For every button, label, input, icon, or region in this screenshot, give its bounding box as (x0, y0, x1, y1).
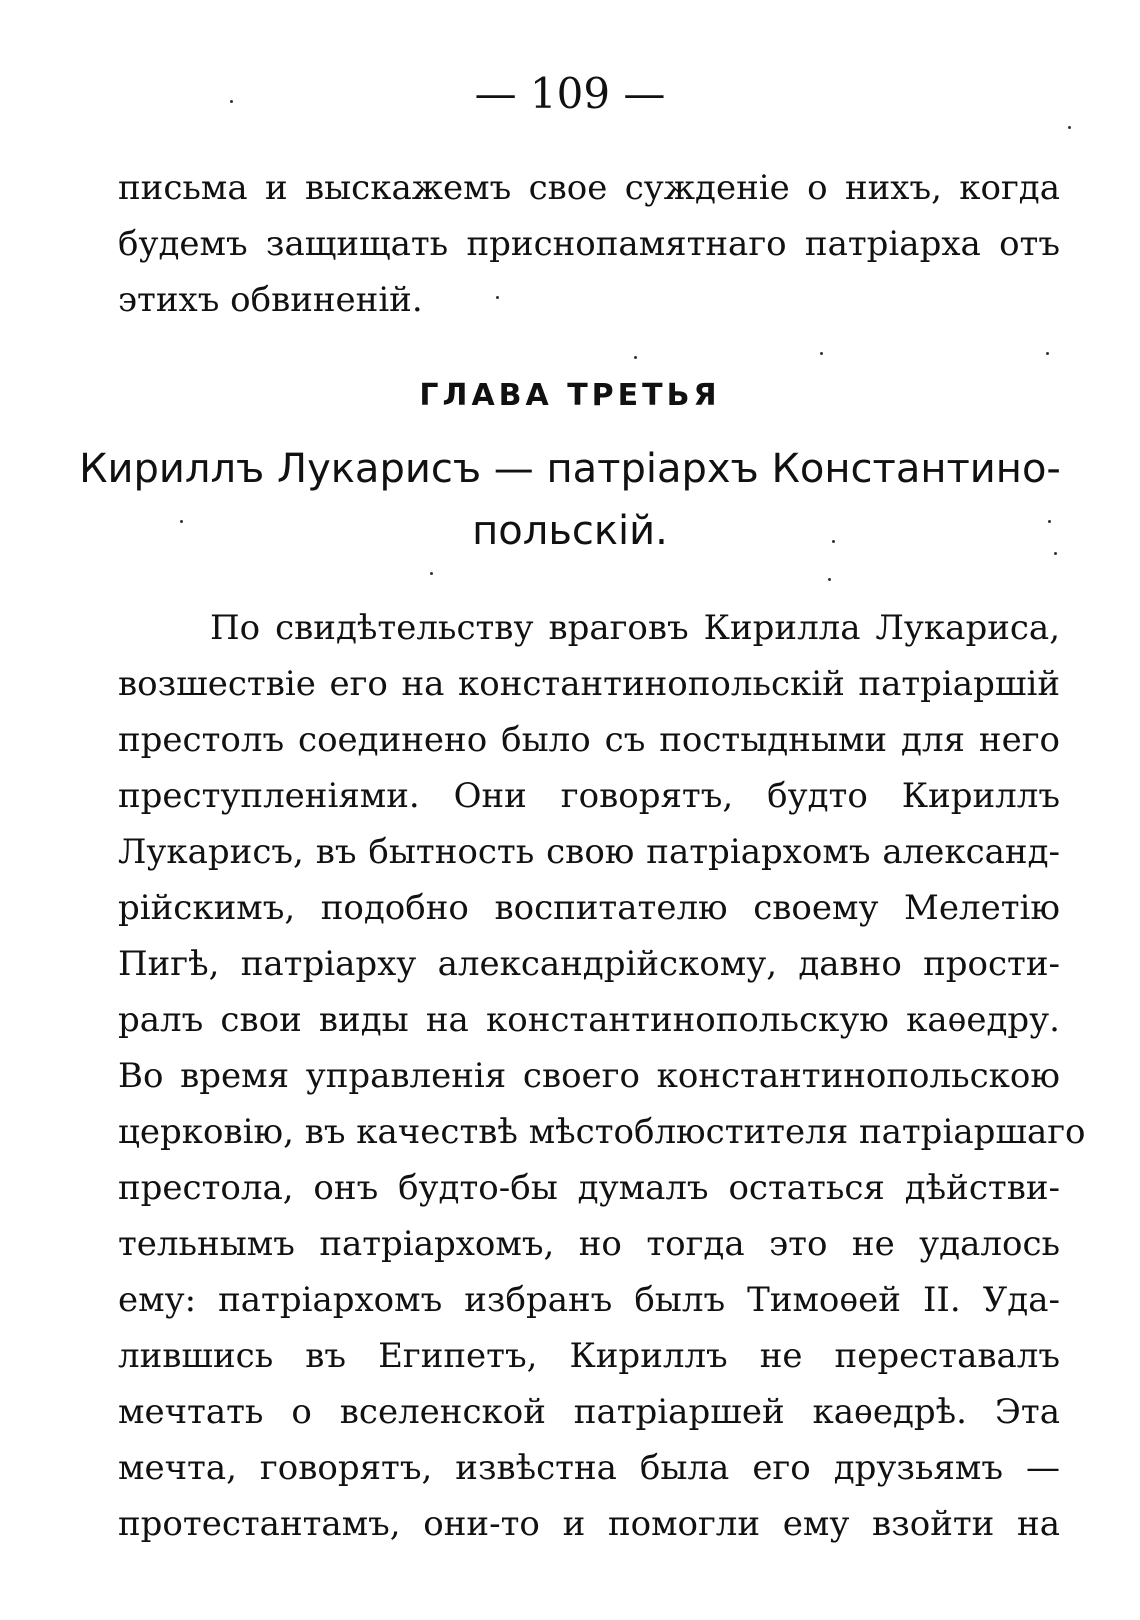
text-line: тельнымъ патріархомъ, но тогда это не удалось (118, 1224, 1060, 1264)
text-line: ралъ свои виды на константинопольскую каѳедру. (118, 1000, 1060, 1040)
text-line: мечта, говорятъ, извѣстна была его друзьямъ — (118, 1448, 1060, 1488)
speck (496, 296, 499, 299)
text-line: протестантамъ, они-то и помогли ему взойти на (118, 1504, 1060, 1544)
text-line: Лукарисъ, въ бытность свою патріархомъ александ- (118, 832, 1060, 872)
speck (1046, 352, 1049, 355)
body-paragraph (118, 600, 1086, 1552)
text-line: престола, онъ будто-бы думалъ остаться дѣйстви- (118, 1168, 1060, 1208)
speck (1054, 552, 1057, 555)
text-line: будемъ защищать приснопамятнаго патріарха отъ (118, 224, 1060, 264)
text-line: ему: патріархомъ избранъ былъ Тимоѳей II. Уда- (118, 1280, 1060, 1320)
text-line: престолъ соединено было съ постыдными для него (118, 720, 1060, 760)
text-line: преступленіями. Они говорятъ, будто Кириллъ (118, 776, 1060, 816)
text-line: этихъ обвиненій. (118, 280, 423, 320)
chapter-title-line: Кириллъ Лукарисъ — патріархъ Константино- (79, 446, 1061, 492)
text-line: По свидѣтельству враговъ Кирилла Лукариса, (210, 608, 1060, 648)
text-line: мечтать о вселенской патріаршей каѳедрѣ. Эта (118, 1392, 1060, 1432)
chapter-title-line: польскій. (472, 508, 668, 554)
text-line: возшествіе его на константинопольскій патріаршій (118, 664, 1060, 704)
speck (180, 520, 183, 523)
speck (1048, 520, 1051, 523)
text-line: Во время управленія своего константинопольскою (118, 1056, 1060, 1096)
text-line: Пигѣ, патріарху александрійскому, давно прости- (118, 944, 1060, 984)
speck (1068, 126, 1071, 129)
speck (832, 540, 835, 543)
text-line: лившись въ Египетъ, Кириллъ не переставалъ (118, 1336, 1060, 1376)
page-number: — 109 — (474, 69, 666, 118)
chapter-title (0, 438, 1140, 562)
chapter-heading: ГЛАВА ТРЕТЬЯ (419, 378, 721, 413)
speck (430, 572, 433, 575)
speck (820, 352, 823, 355)
speck (634, 356, 637, 359)
text-line: церковію, въ качествѣ мѣстоблюстителя патріаршаго (118, 1112, 1086, 1152)
speck (828, 578, 831, 581)
intro-paragraph (118, 160, 1060, 328)
text-line: письма и выскажемъ свое сужденіе о нихъ, когда (118, 168, 1060, 208)
speck (230, 100, 233, 103)
text-line: рійскимъ, подобно воспитателю своему Мелетію (118, 888, 1060, 928)
